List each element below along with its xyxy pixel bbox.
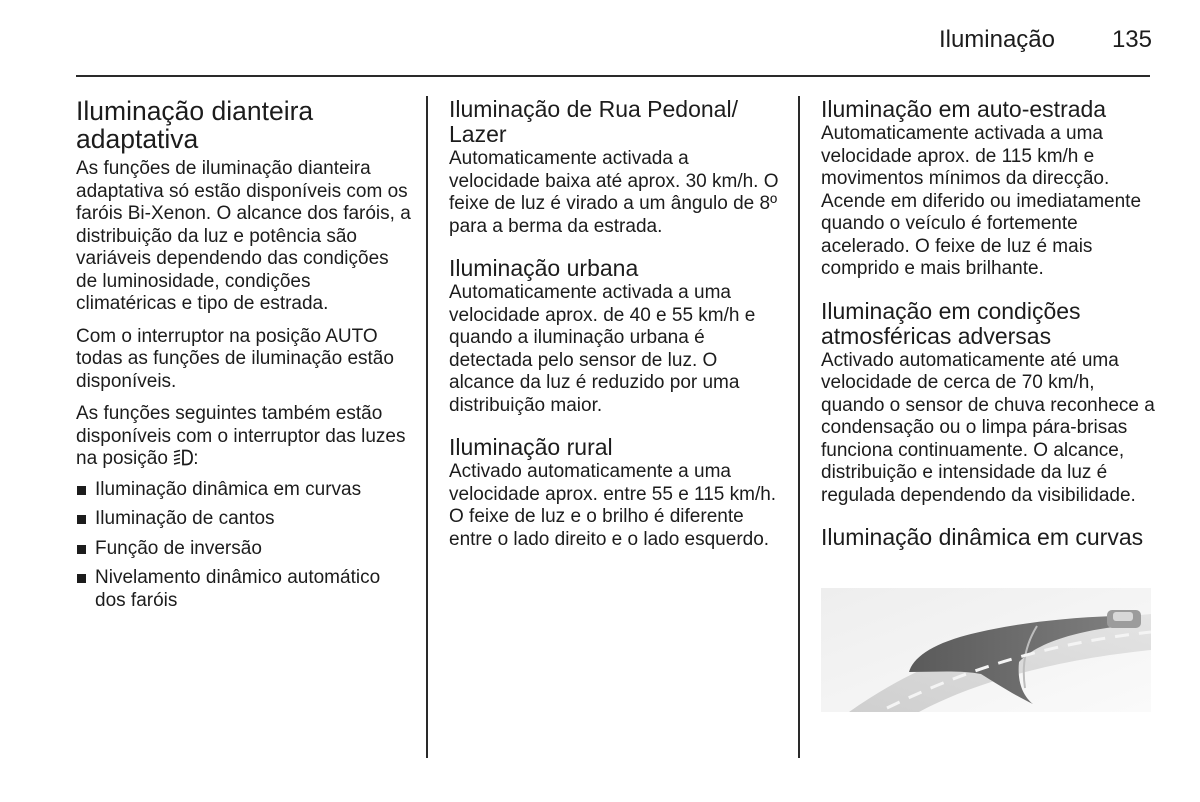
curve-lighting-illustration [821, 588, 1151, 712]
auto-switch-paragraph: Com o interruptor na posição AUTO todas as funções de iluminação estão disponíveis. [76, 325, 394, 392]
dynamic-curve-section [821, 525, 1156, 550]
pedestrian-lighting-section [449, 97, 784, 238]
auto-label: AUTO [325, 325, 378, 347]
bullet-icon [77, 545, 86, 554]
list-item: Função de inversão [76, 538, 411, 561]
list-item: Iluminação de cantos [76, 508, 411, 531]
column-divider-right [798, 96, 800, 758]
bullet-icon [77, 574, 86, 583]
column-3 [821, 97, 1156, 568]
low-beam-headlight-icon [173, 449, 193, 473]
section-text: Activado automaticamente até uma velocidade de cerca de 70 km/h, quando o sensor de chuva reconhece a condensação ou o limpa pára-brisas funciona continuamente. O alcance, distribuição e intensidade da luz é regulada dependendo da visibilidade. [821, 349, 1155, 506]
list-item: Iluminação dinâmica em curvas [76, 479, 411, 502]
low-beam-paragraph: As funções seguintes também estão disponíveis com o interruptor das luzes na posição : [76, 403, 411, 473]
header-rule [76, 75, 1150, 77]
section-heading: Iluminação de Rua Pedonal/ Lazer [449, 96, 738, 147]
function-list [76, 479, 411, 613]
section-heading: Iluminação em condições atmosféricas adversas [821, 297, 1081, 349]
section-text: Automaticamente activada a uma velocidade aprox. de 115 km/h e movimentos mínimos da direcção. Acende em diferido ou imediatamente quando o veículo é fortemente acelerado. O feixe de luz é mais comprido e mais brilhante. [821, 123, 1142, 279]
section-text: Automaticamente activada a uma velocidade aprox. de 40 e 55 km/h e quando a iluminação urbana é detectada pelo sensor de luz. O alcance da luz é reduzido por uma distribuição maior. [449, 282, 756, 416]
page-number: 135 [1111, 26, 1152, 53]
section-heading: Iluminação dinâmica em curvas [821, 524, 1144, 550]
adaptive-lighting-heading: Iluminação dianteira adaptativa [76, 96, 314, 154]
rural-lighting-section [449, 435, 784, 551]
section-text: Automaticamente activada a velocidade baixa até aprox. 30 km/h. O feixe de luz é virado a um ângulo de 8º para a berma da estrada. [449, 148, 779, 237]
column-2 [449, 97, 784, 569]
section-heading: Iluminação em auto-estrada [821, 96, 1107, 122]
bullet-icon [77, 515, 86, 524]
adverse-weather-section [821, 299, 1156, 508]
section-text: Activado automaticamente a uma velocidade aprox. entre 55 e 115 km/h. O feixe de luz e o brilho é diferente entre o lado direito e o lado esquerdo. [449, 461, 777, 550]
header-section-title: Iluminação [938, 26, 1055, 53]
urban-lighting-section [449, 256, 784, 417]
bullet-icon [77, 486, 86, 495]
adaptive-lighting-intro: As funções de iluminação dianteira adaptativa só estão disponíveis com os faróis Bi-Xenon. O alcance dos faróis, a distribuição da luz e potência são variáveis dependendo das condições de luminosidade, condições climatéricas e tipo de estrada. [76, 158, 411, 314]
motorway-lighting-section [821, 97, 1156, 281]
column-divider-left [426, 96, 428, 758]
section-heading: Iluminação rural [449, 434, 613, 460]
section-heading: Iluminação urbana [449, 255, 639, 281]
list-item: Nivelamento dinâmico automático dos faróis [76, 567, 411, 612]
column-1 [76, 97, 411, 619]
